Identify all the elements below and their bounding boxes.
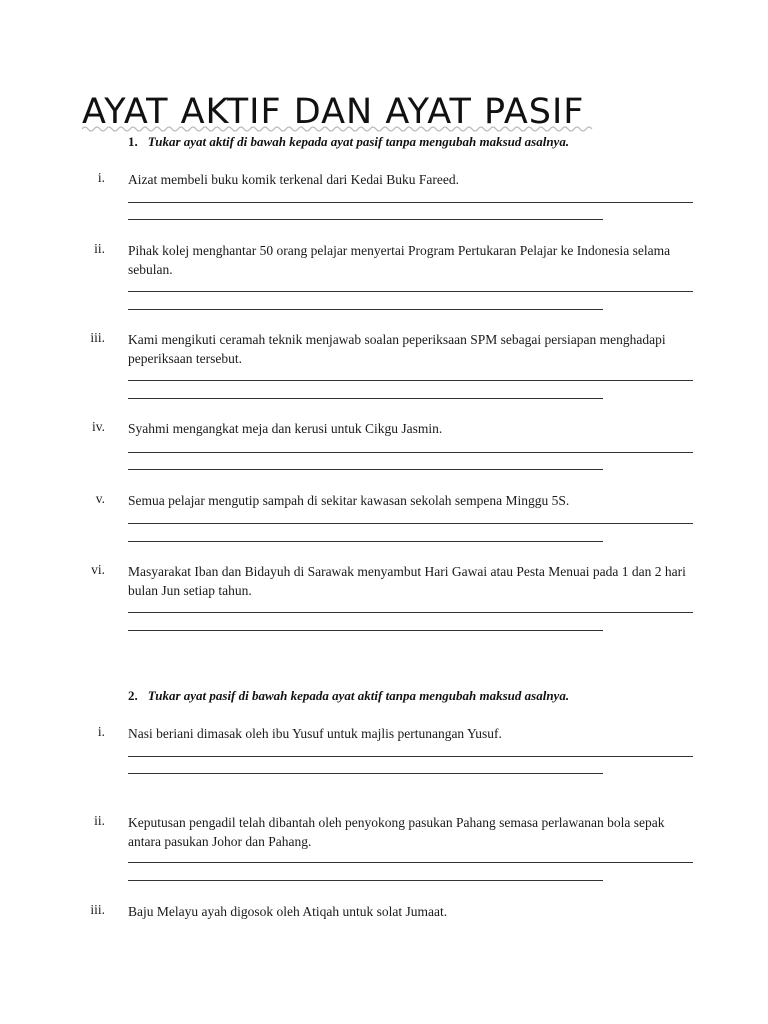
section-1-instruction: 1. Tukar ayat aktif di bawah kepada ayat pasif tanpa mengubah maksud asalnya. bbox=[128, 134, 570, 149]
answer-line[interactable] bbox=[128, 380, 693, 381]
answer-line[interactable] bbox=[128, 630, 603, 631]
answer-line[interactable] bbox=[128, 452, 693, 453]
answer-line[interactable] bbox=[128, 756, 693, 757]
title-underline-squiggle bbox=[82, 124, 597, 134]
answer-line[interactable] bbox=[128, 309, 603, 310]
section-2-instruction: 2. Tukar ayat pasif di bawah kepada ayat aktif tanpa mengubah maksud asalnya. bbox=[128, 688, 570, 703]
answer-line[interactable] bbox=[128, 862, 693, 863]
answer-line[interactable] bbox=[128, 612, 693, 613]
page-title: AYAT AKTIF DAN AYAT PASIF bbox=[82, 92, 585, 132]
answer-line[interactable] bbox=[128, 469, 603, 470]
answer-line[interactable] bbox=[128, 202, 693, 203]
answer-line[interactable] bbox=[128, 219, 603, 220]
answer-line[interactable] bbox=[128, 880, 603, 881]
answer-line[interactable] bbox=[128, 541, 603, 542]
answer-line[interactable] bbox=[128, 398, 603, 399]
answer-line[interactable] bbox=[128, 291, 693, 292]
answer-line[interactable] bbox=[128, 523, 693, 524]
answer-line[interactable] bbox=[128, 773, 603, 774]
